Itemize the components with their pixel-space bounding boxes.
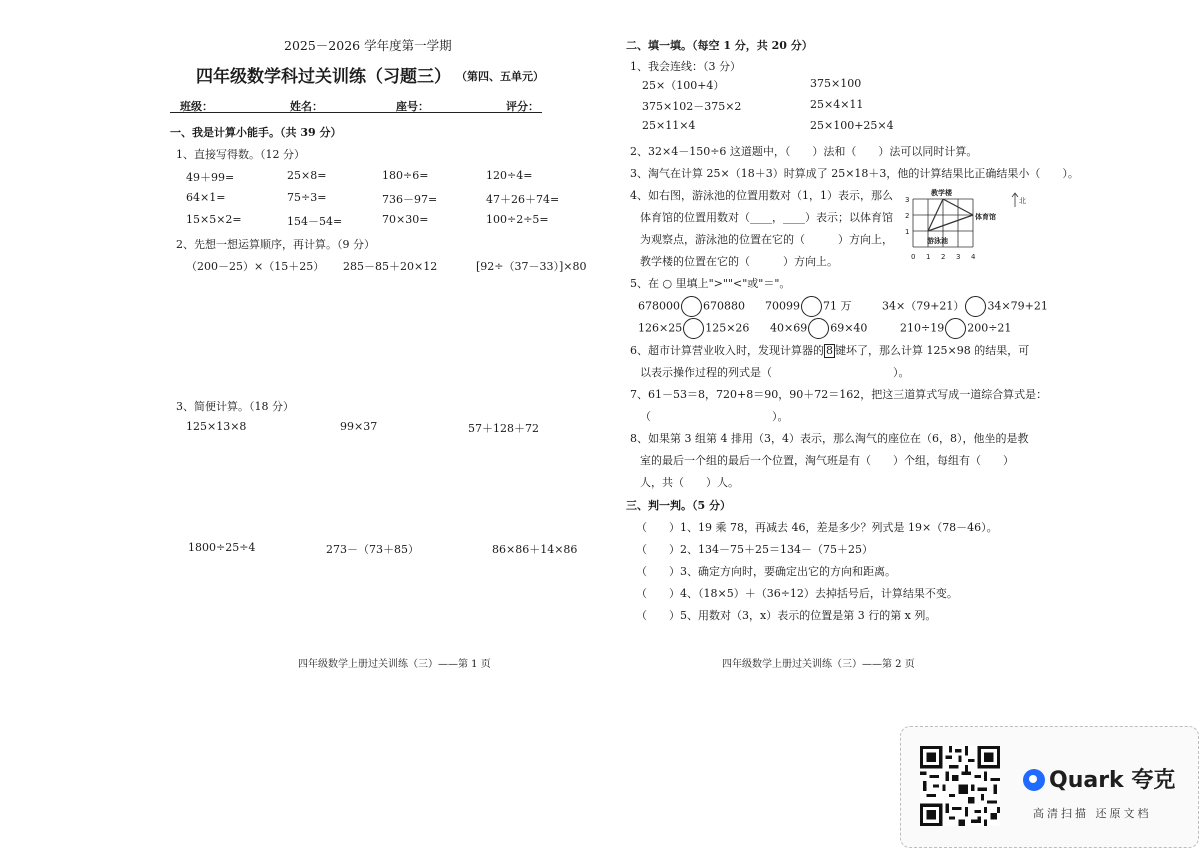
diagram-north-label: 北 <box>1019 197 1026 205</box>
match-left-1: 25×（100+4） <box>642 79 725 92</box>
judge-1: （ ）1、19 乘 78，再减去 46，差是多少？列式是 19×（78－46）。 <box>636 521 998 534</box>
r-q7-line1: 7、61－53＝8，720+8＝90，90＋72＝162，把这三道算式写成一道综合算式是： <box>630 388 1048 401</box>
match-left-2: 375×102－375×2 <box>642 100 742 113</box>
diagram-x-tick-4: 4 <box>971 253 976 261</box>
calculator-key-8: 8 <box>826 344 833 357</box>
compare-4 <box>638 318 749 339</box>
compare-circle-1[interactable] <box>681 296 702 317</box>
diagram-y-tick-2: 2 <box>905 212 910 220</box>
diagram-x-tick-0: 0 <box>911 253 916 261</box>
quark-brand-text: Quark 夸克 <box>1049 768 1176 793</box>
compare-3-right: 34×79+21 <box>987 299 1048 313</box>
q1-r1c0: 64×1= <box>186 191 226 204</box>
page-title-note: （第四、五单元） <box>456 70 544 83</box>
section1-heading: 一、我是计算小能手。（共 39 分） <box>170 126 342 139</box>
q2-item-3: [92÷（37－33）]×80 <box>476 260 587 273</box>
q1-r1c1: 75÷3= <box>287 191 327 204</box>
q3-label: 3、简便计算。（18 分） <box>176 400 294 413</box>
q1-r2c2: 70×30= <box>382 213 429 226</box>
match-right-2: 25×4×11 <box>810 98 864 111</box>
compare-5-left: 40×69 <box>770 321 808 335</box>
student-info-row <box>170 98 542 113</box>
section2-heading: 二、填一填。（每空 1 分，共 20 分） <box>626 39 813 52</box>
seat-label: 座号： <box>396 100 429 113</box>
r-q6-text-a: 6、超市计算营业收入时，发现计算器的 <box>630 344 824 357</box>
diagram-x-tick-2: 2 <box>941 253 946 261</box>
r-q2: 2、32×4－150÷6 这道题中，（ ）法和（ ）法可以同时计算。 <box>630 145 978 158</box>
compare-2 <box>765 296 852 317</box>
r-q6-text-b: 键坏了，那么计算 125×98 的结果，可 <box>835 344 1030 357</box>
compare-5 <box>770 318 867 339</box>
compare-6-right: 200÷21 <box>967 321 1012 335</box>
diagram-x-tick-1: 1 <box>926 253 931 261</box>
compare-2-right: 71 万 <box>823 299 852 313</box>
r-q3: 3、淘气在计算 25×（18＋3）时算成了 25×18＋3，他的计算结果比正确结果小（ ）。 <box>630 167 1079 180</box>
r-q4-line1: 4、如右图，游泳池的位置用数对（1，1）表示，那么 <box>630 189 893 202</box>
q1-r0c2: 180÷6= <box>382 169 429 182</box>
compare-circle-2[interactable] <box>801 296 822 317</box>
page-title: 四年级数学科过关训练（习题三） <box>196 67 451 87</box>
q2-item-2: 285－85＋20×12 <box>343 260 438 273</box>
q1-r2c0: 15×5×2= <box>186 213 242 226</box>
diagram-teaching-label: 教学楼 <box>931 189 952 197</box>
compare-1-left: 678000 <box>638 299 680 313</box>
quark-tagline: 高清扫描 还原文档 <box>1033 807 1152 820</box>
r-q6-line2: 以表示操作过程的列式是（ ）。 <box>640 366 910 379</box>
q1-r1c2: 736－97= <box>382 193 438 206</box>
match-left-3: 25×11×4 <box>642 119 696 132</box>
judge-4: （ ）4、（18×5）＋（36÷12）去掉括号后，计算结果不变。 <box>636 587 958 600</box>
q1-r1c3: 47＋26＋74= <box>486 193 560 206</box>
q3-row2-1: 1800÷25÷4 <box>188 541 256 554</box>
r-q4-line3: 为观察点，游泳池的位置在它的（ ）方向上， <box>640 233 893 246</box>
diagram-gym-label: 体育馆 <box>975 213 996 221</box>
r-q8-line2: 室的最后一个组的最后一个位置，淘气班是有（ ）个组，每组有（ ） <box>640 454 1014 467</box>
diagram-x-tick-3: 3 <box>956 253 961 261</box>
right-footer: 四年级数学上册过关训练（三）——第 2 页 <box>722 659 915 670</box>
score-label: 评分： <box>506 100 539 113</box>
compare-1 <box>638 296 745 317</box>
name-label: 姓名： <box>290 100 323 113</box>
diagram-pool-label: 游泳池 <box>927 237 948 245</box>
r-q6-line1 <box>630 342 1029 358</box>
q1-r0c0: 49＋99= <box>186 171 235 184</box>
r-q7-line2: （ ）。 <box>640 410 789 423</box>
diagram-y-tick-3: 3 <box>905 196 910 204</box>
compare-3 <box>882 296 1048 317</box>
q2-item-1: （200－25）×（15＋25） <box>186 260 325 273</box>
q3-row2-2: 273－（73＋85） <box>326 543 419 556</box>
judge-2: （ ）2、134－75＋25＝134－（75＋25） <box>636 543 873 556</box>
section3-heading: 三、判一判。（5 分） <box>626 499 731 512</box>
quark-logo <box>1023 763 1175 794</box>
compare-1-right: 670880 <box>703 299 745 313</box>
r-q1-label: 1、我会连线：（3 分） <box>630 60 741 73</box>
compare-3-left: 34×（79+21） <box>882 299 965 313</box>
left-footer: 四年级数学上册过关训练（三）——第 1 页 <box>298 659 491 670</box>
r-q4-line4: 教学楼的位置在它的（ ）方向上。 <box>640 255 838 268</box>
compare-circle-3[interactable] <box>965 296 986 317</box>
q1-r2c1: 154－54= <box>287 215 343 228</box>
compare-2-left: 70099 <box>765 299 800 313</box>
q3-row2-3: 86×86＋14×86 <box>492 543 578 556</box>
r-q8-line1: 8、如果第 3 组第 4 排用（3，4）表示，那么淘气的座位在（6，8），他坐的是教 <box>630 432 1029 445</box>
match-right-3: 25×100+25×4 <box>810 119 894 132</box>
q1-r0c3: 120÷4= <box>486 169 533 182</box>
q1-label: 1、直接写得数。（12 分） <box>176 148 305 161</box>
compare-6-left: 210÷19 <box>900 321 945 335</box>
q3-row1-2: 99×37 <box>340 420 378 433</box>
compare-circle-4[interactable] <box>683 318 704 339</box>
r-q8-line3: 人，共（ ）人。 <box>640 476 739 489</box>
compare-circle-6[interactable] <box>945 318 966 339</box>
compare-4-left: 126×25 <box>638 321 683 335</box>
q2-label: 2、先想一想运算顺序，再计算。（9 分） <box>176 238 375 251</box>
diagram-y-tick-1: 1 <box>905 228 910 236</box>
r-q5-label: 5、在 ○ 里填上">""<"或"＝"。 <box>630 277 791 290</box>
compare-circle-5[interactable] <box>808 318 829 339</box>
q1-r2c3: 100÷2÷5= <box>486 213 549 226</box>
position-diagram <box>903 185 1033 263</box>
school-year: 2025－2026 学年度第一学期 <box>284 38 452 53</box>
qr-code-icon[interactable] <box>920 746 1000 826</box>
compare-4-right: 125×26 <box>705 321 750 335</box>
q3-row1-3: 57＋128＋72 <box>468 422 539 435</box>
compare-5-right: 69×40 <box>830 321 868 335</box>
judge-5: （ ）5、用数对（3，x）表示的位置是第 3 行的第 x 列。 <box>636 609 937 622</box>
class-label: 班级： <box>180 100 213 113</box>
match-right-1: 375×100 <box>810 77 862 90</box>
compare-6 <box>900 318 1011 339</box>
judge-3: （ ）3、确定方向时，要确定出它的方向和距离。 <box>636 565 896 578</box>
quark-scan-card[interactable] <box>900 726 1199 848</box>
q3-row1-1: 125×13×8 <box>186 420 247 433</box>
r-q4-line2: 体育馆的位置用数对（____，____）表示；以体育馆 <box>640 211 893 224</box>
q1-r0c1: 25×8= <box>287 169 327 182</box>
quark-q-icon <box>1023 769 1045 791</box>
right-page <box>600 0 1200 848</box>
